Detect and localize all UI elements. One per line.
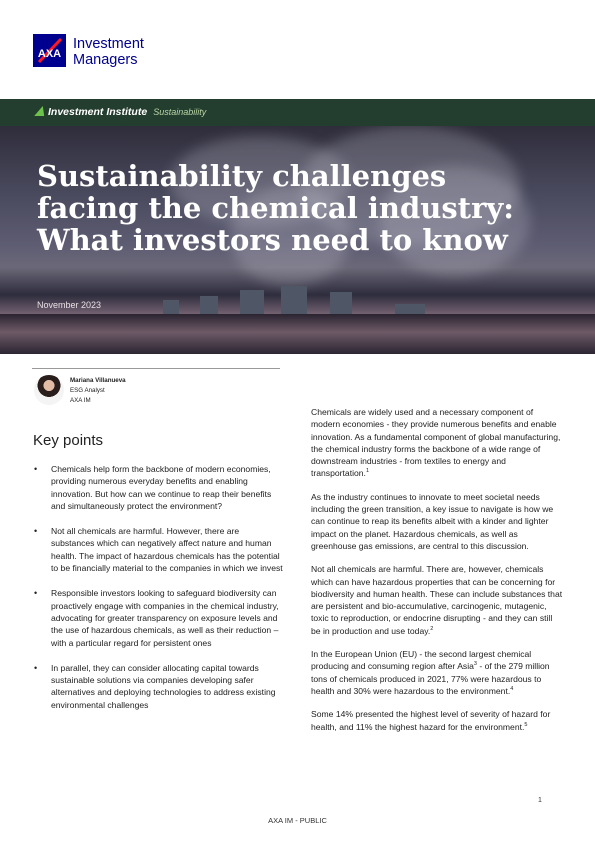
author-org: AXA IM bbox=[70, 397, 91, 404]
brand-line-2: Managers bbox=[73, 52, 138, 68]
body-text bbox=[311, 406, 563, 733]
body-paragraph: In the European Union (EU) - the second largest chemical producing and consuming region after Asia$^3$ - of the 279 million tons of chemicals produced in 2021, 77% were hazardous to health and 30% were hazardous to the environment.$^4$ bbox=[311, 649, 550, 696]
footnote-ref: 3 bbox=[473, 661, 477, 668]
section-label: Sustainability bbox=[153, 107, 207, 117]
axa-logo bbox=[33, 34, 66, 67]
author-role: ESG Analyst bbox=[70, 387, 105, 394]
key-point: • Responsible investors looking to safeguard biodiversity can proactively engage with companies in the chemical industry, advocating for greater transparency on exposure levels and the use of hazardous chemicals, as well as their reduction – with a particular regard for persistent ones bbox=[33, 587, 283, 648]
institute-tick-icon bbox=[34, 106, 48, 116]
author-block bbox=[70, 376, 126, 406]
body-paragraph: Some 14% presented the highest level of severity of hazard for health, and 11% the highest hazard for the environment.$^5$ bbox=[311, 709, 551, 732]
author-name: Mariana Villanueva bbox=[70, 377, 126, 384]
key-points-heading: Key points bbox=[33, 432, 104, 449]
footnote-ref: 2 bbox=[430, 625, 434, 632]
footer-classification: AXA IM - PUBLIC bbox=[268, 816, 327, 825]
key-points-list bbox=[33, 463, 283, 711]
page-title: Sustainability challenges facing the chemical industry: What investors need to know bbox=[37, 159, 514, 257]
institute-label bbox=[36, 106, 206, 118]
brand-line-1: Investment bbox=[73, 36, 144, 52]
author-divider bbox=[32, 368, 280, 369]
publication-date: November 2023 bbox=[37, 300, 102, 310]
body-paragraph: Not all chemicals are harmful. There are, however, chemicals which can have hazardous properties that can be concerning for biodiversity and human health. These can include substances that are persistent and bio-accumulative, carcinogenic, mutagenic, toxic to reproduction, or endocrine disrupting - and they can still be in production and use today.$^2$ bbox=[311, 564, 563, 636]
body-paragraph: Chemicals are widely used and a necessary component of modern economies - they provide numerous benefits and enable innovation. As a fundamental component of global manufacturing, the chemical industry forms the backbone of a wide range of downstream industries - from textiles to energy and transportation.$^1$ bbox=[311, 407, 561, 479]
page-number: 1 bbox=[538, 797, 542, 804]
key-point: • Not all chemicals are harmful. However, there are substances which can negatively affect nature and human health. The impact of hazardous chemicals has the potential to be financially material to the companies in which we invest bbox=[33, 525, 283, 574]
key-point: • In parallel, they can consider allocating capital towards sustainable solutions via companies developing safer alternatives and deploying technologies to address existing environmental challenges bbox=[33, 662, 283, 711]
footnote-ref: 4 bbox=[510, 686, 514, 693]
axa-logo-text: AXA bbox=[37, 48, 62, 60]
footnote-ref: 1 bbox=[365, 468, 369, 475]
body-paragraph: As the industry continues to innovate to meet societal needs including the green transition, a key issue to navigate is how we can continue to reap its benefits albeit with a kinder and lighter impact on the planet. Hazardous chemicals, as well as greenhouse gas emissions, are central to this discussion. bbox=[311, 491, 554, 551]
brand-name bbox=[73, 36, 144, 68]
author-avatar bbox=[34, 375, 64, 405]
institute-name: Investment Institute bbox=[48, 106, 148, 118]
footnote-ref: 5 bbox=[524, 721, 528, 728]
key-point: • Chemicals help form the backbone of modern economies, providing numerous everyday benefits and enabling innovation. But how can we continue to reap their benefits and simultaneously protect the environment? bbox=[33, 463, 283, 512]
